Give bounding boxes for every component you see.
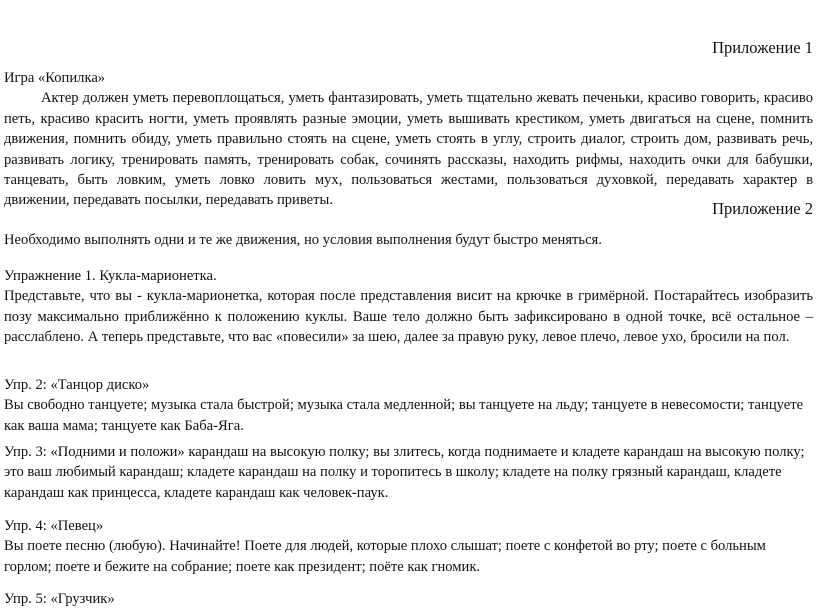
appendix-2-heading: Приложение 2	[712, 199, 813, 218]
exercise-1-section	[4, 266, 813, 348]
intro-section	[4, 230, 813, 250]
game-section	[4, 68, 813, 211]
exercise-5-title: Упр. 5: «Грузчик»	[4, 591, 115, 607]
exercise-2-paragraph: Вы свободно танцуете; музыка стала быстрой; музыка стала медленной; вы танцуете на льду; танцуете в невесомости; танцуете как ваша мама; танцуете как Баба-Яга.	[4, 397, 804, 434]
exercise-3-section	[4, 442, 813, 503]
exercise-4-title: Упр. 4: «Певец»	[4, 518, 104, 534]
exercise-3-paragraph: Упр. 3: «Подними и положи» карандаш на высокую полку; вы злитесь, когда поднимаете и кладете карандаш на высокую полку; это ваш любимый карандаш; кладете карандаш на полку и торопитесь в школу; кладете на полку грязный карандаш, кладете карандаш как принцесса, кладете карандаш как человек-паук.	[4, 444, 805, 501]
exercise-1-paragraph: Представьте, что вы - кукла-марионетка, которая после представления висит на крючке в гримёрной. Постарайтесь изобразить позу максимально приближённо к положению куклы. Ваше тело должно быть зафиксировано в одной точке, всё остальное – расслаблено. А теперь представьте, что вас «повесили» за шею, далее за правую руку, левое плечо, левое ухо, бросили на пол.	[4, 288, 813, 346]
exercise-5-section	[4, 589, 813, 609]
exercise-2-title: Упр. 2: «Танцор диско»	[4, 377, 150, 393]
exercise-1-title: Упражнение 1. Кукла-марионетка.	[4, 268, 217, 284]
exercise-4-paragraph: Вы поете песню (любую). Начинайте! Поете для людей, которые плохо слышат; поете с конфетой во рту; поете с больным горлом; поете и бежите на собрание; поете как президент; поёте как гномик.	[4, 538, 766, 575]
exercise-2-section	[4, 375, 813, 436]
appendix-1-heading: Приложение 1	[712, 38, 813, 57]
exercise-4-section	[4, 516, 813, 577]
game-paragraph: Актер должен уметь перевоплощаться, уметь фантазировать, уметь тщательно жевать печеньки, красиво говорить, красиво петь, красиво красить ногти, уметь проявлять разные эмоции, уметь вышивать крестиком, уметь двигаться на сцене, помнить движения, помнить обиду, уметь правильно стоять на сцене, уметь стоять в углу, строить диалог, строить дом, развивать речь, развивать логику, тренировать память, тренировать собак, сочинять рассказы, находить рифмы, находить очки для бабушки, танцевать, быть ловким, уметь ловко ловить мух, пользоваться жестами, пользоваться духовкой, передавать характер в движении, передавать посылки, передавать приветы.	[4, 90, 813, 209]
intro-paragraph: Необходимо выполнять одни и те же движения, но условия выполнения будут быстро меняться.	[4, 232, 602, 248]
game-title: Игра «Копилка»	[4, 70, 106, 86]
